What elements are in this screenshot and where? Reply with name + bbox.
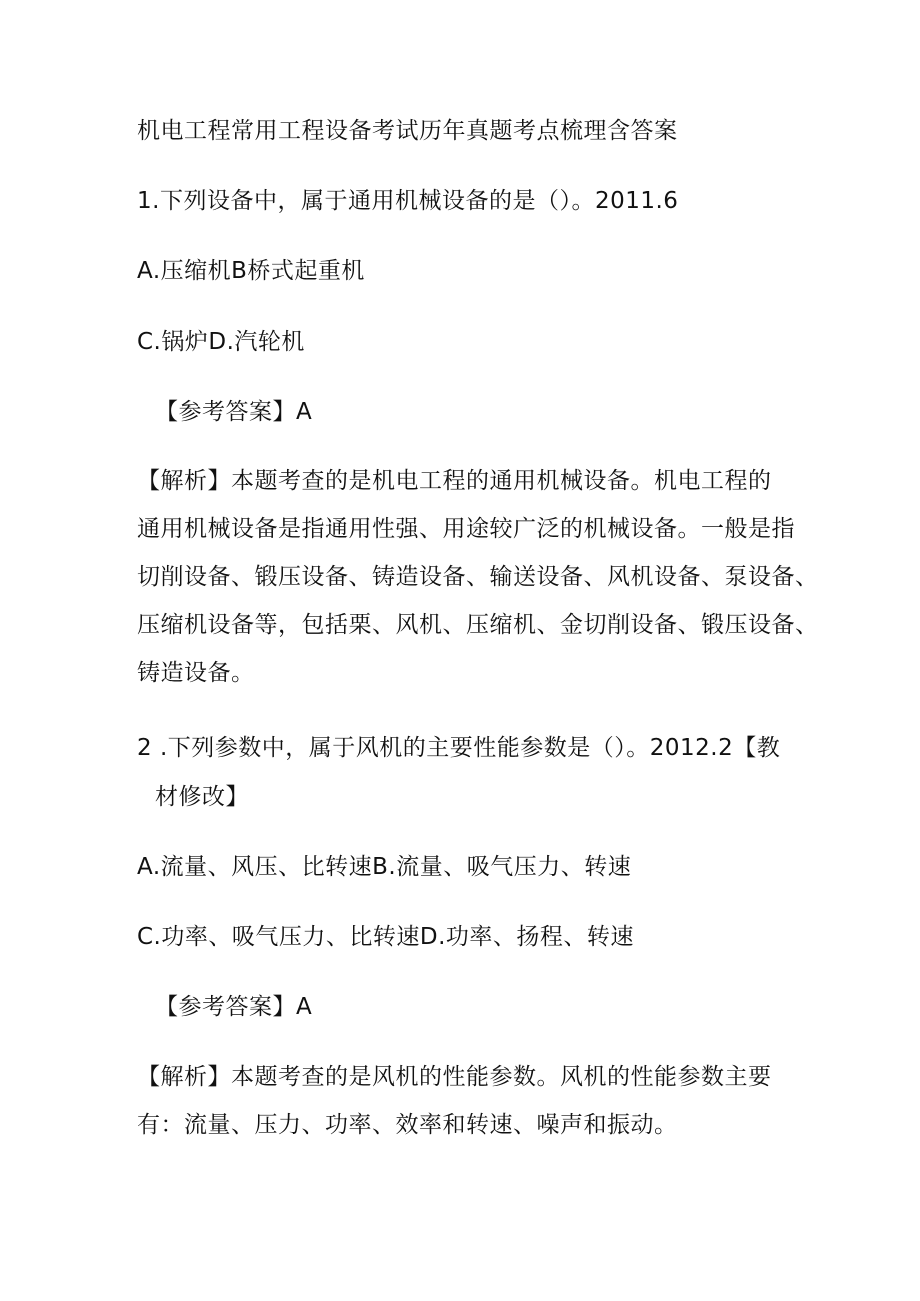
question-1-stem: 1.下列设备中，属于通用机械设备的是（）。2011.6 <box>137 188 679 214</box>
document-title: 机电工程常用工程设备考试历年真题考点梳理含答案 <box>137 118 678 144</box>
explanation-line: 切削设备、锻压设备、铸造设备、输送设备、风机设备、泵设备、 <box>137 564 819 590</box>
question-2-explanation-line-2: 有：流量、压力、功率、效率和转速、噪声和振动。 <box>137 1112 678 1138</box>
question-1-answer: 【参考答案】A <box>155 399 313 425</box>
question-2-options-cd: C.功率、吸气压力、比转速D.功率、扬程、转速 <box>137 924 634 950</box>
question-2-options-ab: A.流量、风压、比转速B.流量、吸气压力、转速 <box>137 854 632 880</box>
question-1-explanation <box>137 466 819 706</box>
explanation-line: 压缩机设备等，包括栗、风机、压缩机、金切削设备、锻压设备、 <box>137 612 819 638</box>
explanation-line: 铸造设备。 <box>137 660 255 686</box>
explanation-line: 【解析】本题考查的是机电工程的通用机械设备。机电工程的 <box>137 468 772 494</box>
question-2-answer: 【参考答案】A <box>155 994 313 1020</box>
question-1-options-ab: A.压缩机B桥式起重机 <box>137 258 365 284</box>
question-2-explanation-line-1: 【解析】本题考查的是风机的性能参数。风机的性能参数主要 <box>137 1064 772 1090</box>
explanation-line: 通用机械设备是指通用性强、用途较广泛的机械设备。一般是指 <box>137 516 795 542</box>
question-1-options-cd: C.锅炉D.汽轮机 <box>137 329 305 355</box>
question-2-stem-continued: 材修改】 <box>155 784 249 810</box>
question-2-stem: 2 .下列参数中，属于风机的主要性能参数是（）。2012.2【教 <box>137 735 781 761</box>
